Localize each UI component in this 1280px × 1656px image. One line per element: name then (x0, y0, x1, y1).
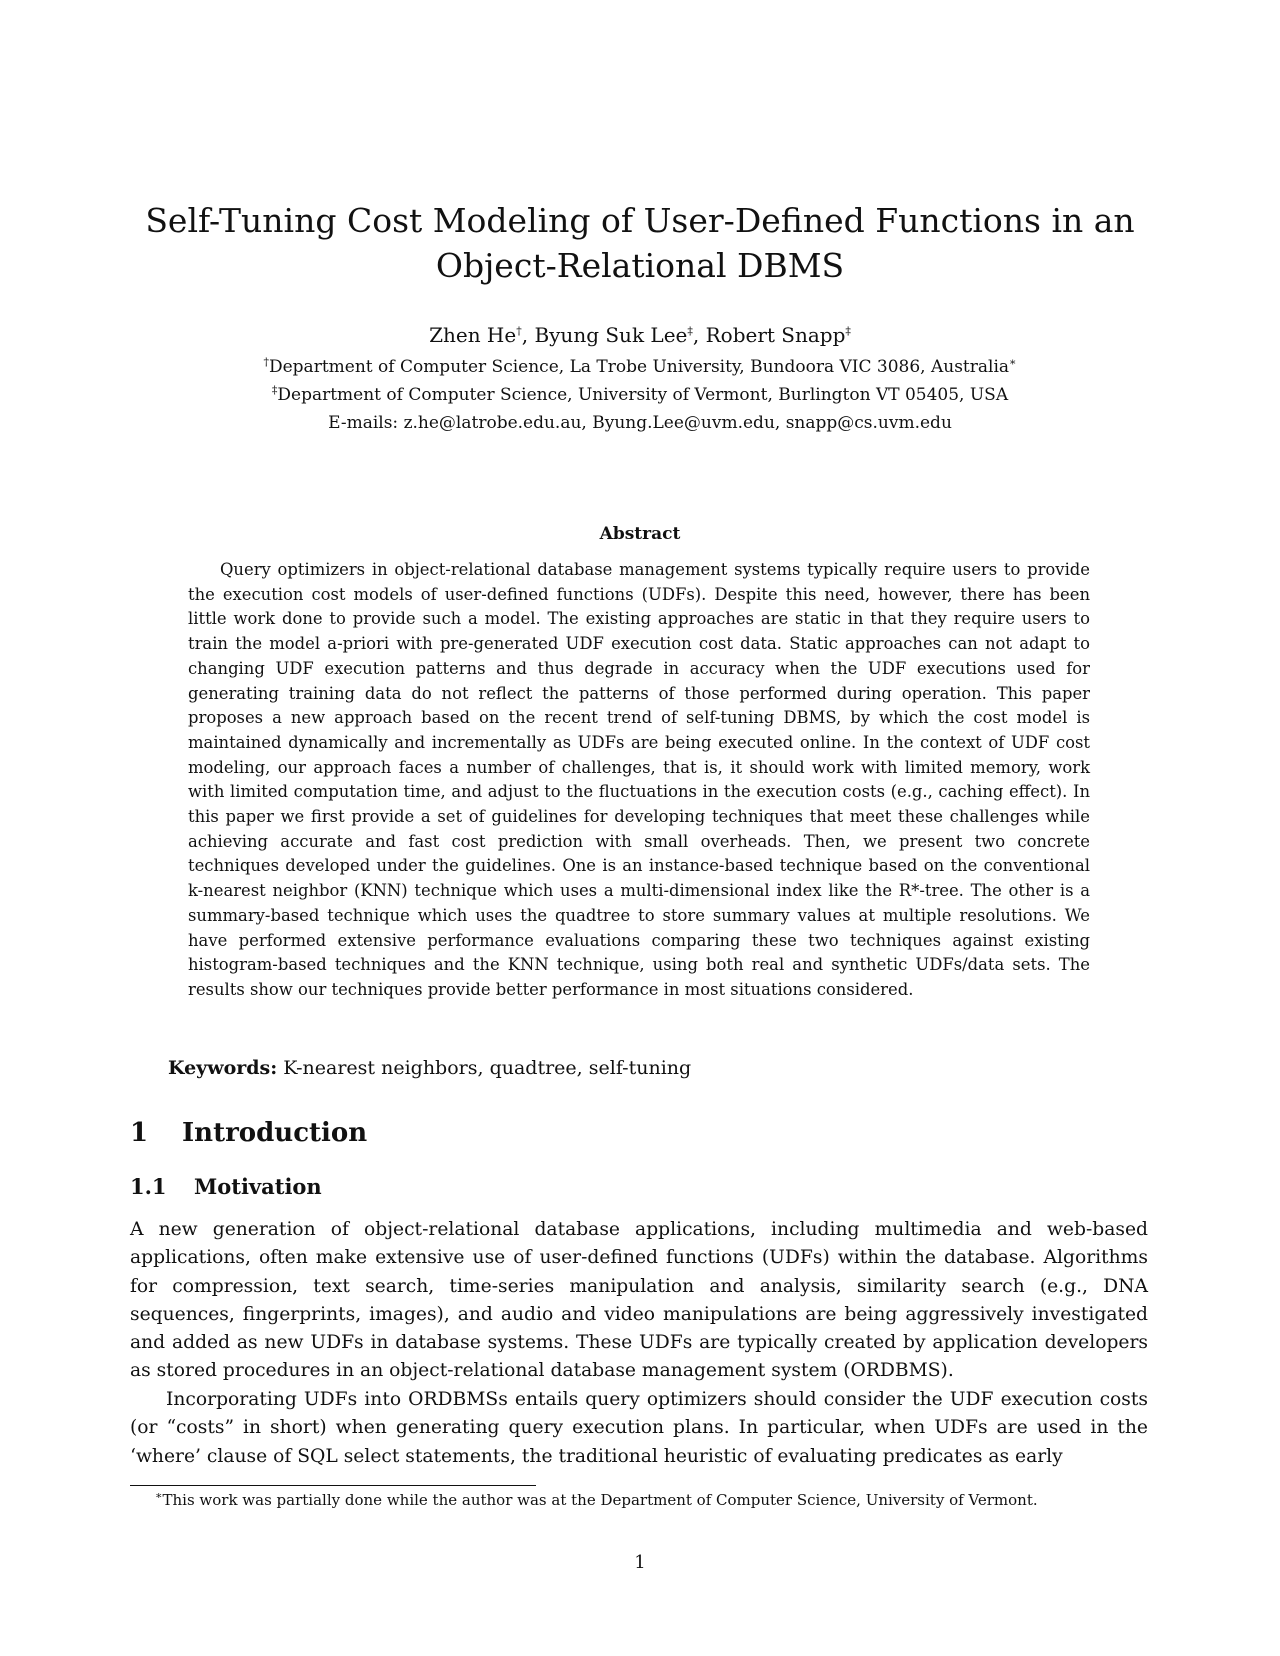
affiliation-mark: † (516, 324, 522, 338)
affiliation-mark: ‡ (271, 383, 278, 397)
keywords-label: Keywords: (168, 1057, 278, 1079)
affiliation-mark: † (263, 355, 269, 369)
affiliation-1 (140, 356, 1140, 378)
title-line-2: Object-Relational DBMS (435, 246, 845, 285)
author-separator: , (692, 323, 706, 347)
keywords-text: K-nearest neighbors, quadtree, self-tuning (277, 1057, 692, 1079)
affiliation-text: Department of Computer Science, La Trobe University, Bundoora VIC 3086, Australia (268, 357, 1010, 377)
footnote-mark: ∗ (1009, 355, 1017, 369)
paper-title (140, 198, 1140, 288)
author-separator: , (521, 323, 535, 347)
body-paragraph-2: Incorporating UDFs into ORDBMSs entails query optimizers should consider the UDF execution costs (or “costs” in short) when generating query execution plans. In particular, when UDFs are used in the ‘where’ clause of SQL select statements, the traditional heuristic of evaluating predicates as early (130, 1389, 1148, 1467)
page-number: 1 (634, 1552, 646, 1573)
footnote (155, 1490, 1155, 1510)
title-line-1: Self-Tuning Cost Modeling of User-Defined Functions in an (145, 201, 1135, 240)
body-paragraph-1: A new generation of object-relational database applications, including multimedia and web-based applications, often make extensive use of user-defined functions (UDFs) within the database. Algorithms for compression, text search, time-series manipulation and analysis, similarity search (e.g., DNA sequences, fingerprints, images), and audio and video manipulations are being aggressively investigated and added as new UDFs in database systems. These UDFs are typically created by application developers as stored procedures in an object-relational database management system (ORDBMS). (130, 1219, 1148, 1382)
abstract-heading: Abstract (599, 524, 681, 544)
author-list (140, 322, 1140, 348)
section-heading (130, 1118, 367, 1148)
author-name: Zhen He (429, 323, 517, 347)
author-emails: E-mails: z.he@latrobe.edu.au, Byung.Lee@uvm.edu, snapp@cs.uvm.edu (328, 413, 952, 433)
section-title: Introduction (182, 1118, 368, 1148)
footnote-mark: ∗ (155, 1489, 163, 1502)
abstract-text: Query optimizers in object-relational database management systems typically require users to provide the execution cost models of user-defined functions (UDFs). Despite this need, however, there has been little work done to provide such a model. The existing approaches are static in that they require users to train the model a-priori with pre-generated UDF execution cost data. Static approaches can not adapt to changing UDF execution patterns and thus degrade in accuracy when the UDF executions used for generating training data do not reflect the patterns of those performed during operation. This paper proposes a new approach based on the recent trend of self-tuning DBMS, by which the cost model is maintained dynamically and incrementally as UDFs are being executed online. In the context of UDF cost modeling, our approach faces a number of challenges, that is, it should work with limited memory, work with limited computation time, and adjust to the fluctuations in the execution costs (e.g., caching effect). In this paper we first provide a set of guidelines for developing techniques that meet these challenges while achieving accurate and fast cost prediction with small overheads. Then, we present two concrete techniques developed under the guidelines. One is an instance-based technique based on the conventional k-nearest neighbor (KNN) technique which uses a multi-dimensional index like the R*-tree. The other is a summary-based technique which uses the quadtree to store summary values at multiple resolutions. We have performed extensive performance evaluations comparing these two techniques against existing histogram-based techniques and the KNN technique, using both real and synthetic UDFs/data sets. The results show our techniques provide better performance in most situations considered. (188, 560, 1090, 999)
affiliation-mark: ‡ (687, 324, 693, 338)
author-name: Robert Snapp (705, 323, 846, 347)
affiliation-mark: ‡ (845, 324, 851, 338)
subsection-number: 1.1 (130, 1174, 167, 1199)
footnote-text: This work was partially done while the author was at the Department of Computer Science, University of Vermont. (162, 1491, 1038, 1509)
subsection-heading (130, 1174, 322, 1199)
section-number: 1 (130, 1118, 149, 1148)
affiliation-text: Department of Computer Science, University of Vermont, Burlington VT 05405, USA (277, 385, 1009, 405)
keywords (168, 1056, 691, 1080)
affiliation-2 (140, 384, 1140, 406)
author-name: Byung Suk Lee (534, 323, 688, 347)
subsection-title: Motivation (194, 1174, 322, 1199)
footnote-rule (130, 1485, 536, 1486)
